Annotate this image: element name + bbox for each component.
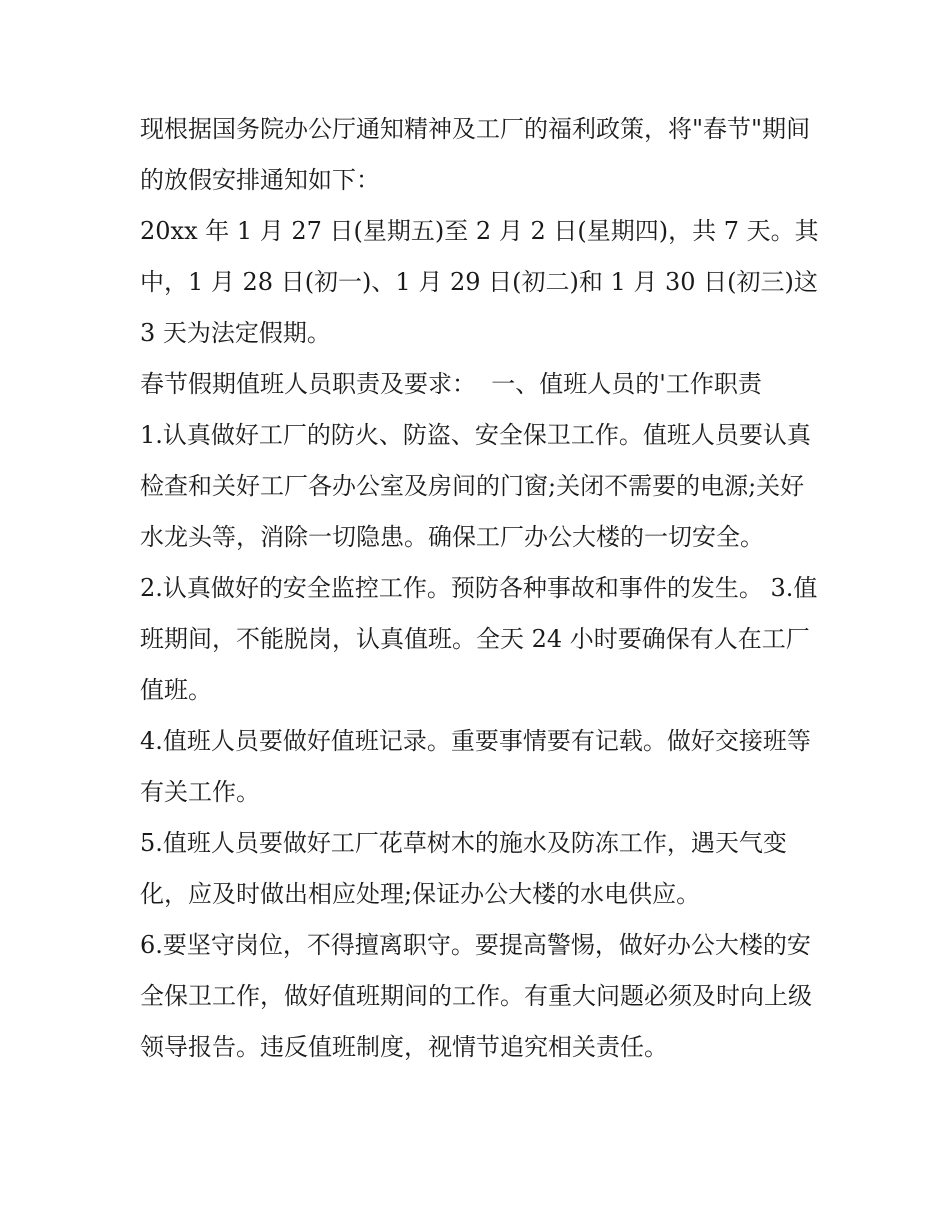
paragraph-duty-item-2-3: 2.认真做好的安全监控工作。预防各种事故和事件的发生。 3.值班期间，不能脱岗，认真值班。全天 24 小时要确保有人在工厂值班。	[140, 574, 818, 704]
paragraph-duty-item-5: 5.值班人员要做好工厂花草树木的施水及防冻工作，遇天气变化，应及时做出相应处理;保证办公大楼的水电供应。	[140, 829, 787, 908]
paragraph-intro: 现根据国务院办公厅通知精神及工厂的福利政策，将"春节"期间的放假安排通知如下：	[140, 115, 811, 194]
paragraph-duty-item-1: 1.认真做好工厂的防火、防盗、安全保卫工作。值班人员要认真检查和关好工厂各办公室及房间的门窗;关闭不需要的电源;关好水龙头等，消除一切隐患。确保工厂办公大楼的一切安全。	[140, 421, 811, 551]
paragraph-duty-item-4: 4.值班人员要做好值班记录。重要事情要有记载。做好交接班等有关工作。	[140, 727, 811, 806]
paragraph-holiday-dates: 20xx 年 1 月 27 日(星期五)至 2 月 2 日(星期四)，共 7 天。其中，1 月 28 日(初一)、1 月 29 日(初二)和 1 月 30 日(初三)这 3 天为法定假期。	[140, 217, 826, 347]
paragraph-duty-item-6: 6.要坚守岗位，不得擅离职守。要提高警惕，做好办公大楼的安全保卫工作，做好值班期间的工作。有重大问题必须及时向上级领导报告。违反值班制度，视情节追究相关责任。	[140, 931, 812, 1061]
document-body	[140, 104, 826, 1073]
paragraph-duty-heading: 春节假期值班人员职责及要求： 一、值班人员的'工作职责	[140, 370, 762, 398]
